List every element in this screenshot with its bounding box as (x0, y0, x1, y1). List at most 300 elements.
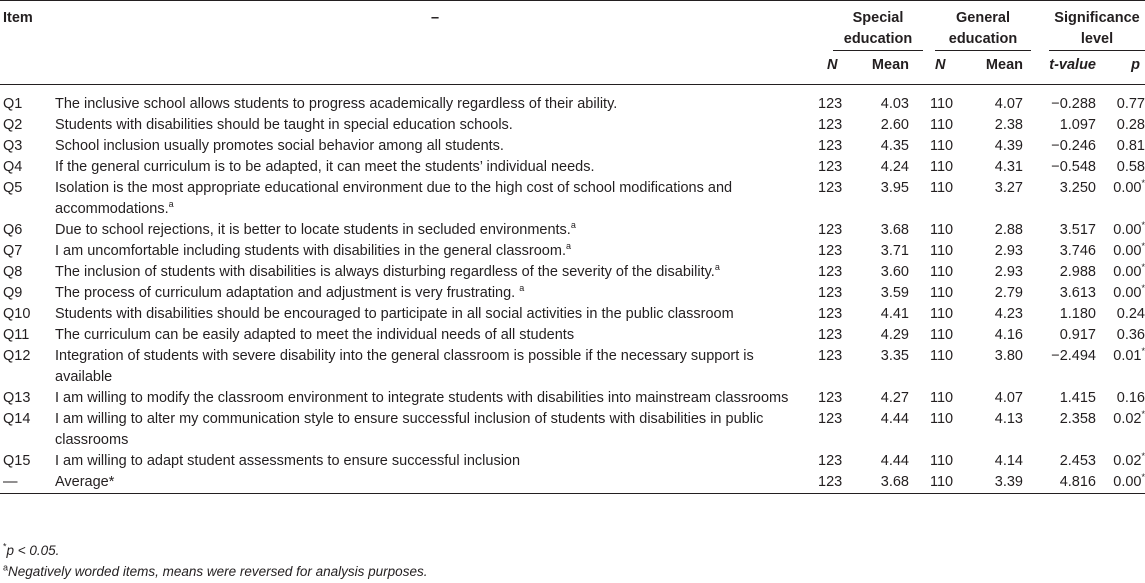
row-text (55, 85, 815, 116)
row-p-value (1102, 220, 1145, 241)
table-row (0, 451, 1145, 472)
row-general-mean-text: 2.93 (994, 243, 1023, 259)
row-special-mean (845, 304, 927, 325)
row-t-value-text: 3.746 (1059, 243, 1096, 259)
row-p-value-text: 0.00 (1113, 180, 1142, 196)
row-significance-marker: * (1141, 451, 1145, 462)
row-id-text: Q7 (3, 243, 23, 259)
note-significance (3, 540, 427, 561)
row-general-n (927, 472, 957, 494)
row-p-value (1102, 136, 1145, 157)
row-special-n-text: 123 (818, 474, 843, 490)
row-general-n (927, 304, 957, 325)
row-special-mean (845, 325, 927, 346)
row-special-n (815, 472, 845, 494)
row-p-value-text: 0.28 (1116, 117, 1145, 133)
row-text-text: I am uncomfortable including students with disabilities in the general classroom. (55, 243, 566, 259)
row-special-mean-text: 4.27 (880, 390, 909, 406)
row-text (55, 325, 815, 346)
row-special-n (815, 283, 845, 304)
table-row (0, 409, 1145, 451)
row-id-text: Q2 (3, 117, 23, 133)
row-general-mean-text: 4.13 (994, 411, 1023, 427)
row-p-value (1102, 409, 1145, 451)
row-general-n-text: 110 (930, 390, 954, 406)
row-id-text: Q11 (3, 327, 30, 343)
row-id (0, 157, 55, 178)
row-general-n-text: 110 (930, 411, 954, 427)
row-id (0, 451, 55, 472)
row-significance-marker: * (1141, 346, 1145, 357)
table-body (0, 85, 1145, 494)
row-id (0, 346, 55, 388)
row-text-text: Average* (55, 474, 115, 490)
row-special-mean (845, 178, 927, 220)
row-t-value-text: 1.415 (1059, 390, 1096, 406)
row-p-value-text: 0.81 (1116, 138, 1145, 154)
row-text-text: Students with disabilities should be taught in special education schools. (55, 117, 513, 133)
row-general-n-text: 110 (930, 453, 954, 469)
row-general-n-text: 110 (930, 159, 954, 175)
row-t-value (1035, 178, 1102, 220)
row-id (0, 220, 55, 241)
row-text (55, 346, 815, 388)
row-special-mean (845, 220, 927, 241)
row-id-text: Q8 (3, 264, 23, 280)
row-text-text: If the general curriculum is to be adapted, it can meet the students’ individual needs. (55, 159, 595, 175)
header-special-label: Special education (833, 8, 923, 51)
row-text (55, 157, 815, 178)
header-row-2 (0, 51, 1145, 85)
row-id-text: Q3 (3, 138, 23, 154)
row-special-mean-text: 3.71 (880, 243, 909, 259)
row-id-text: Q13 (3, 390, 31, 406)
row-general-mean-text: 4.16 (994, 327, 1023, 343)
row-t-value-text: −0.548 (1051, 159, 1096, 175)
row-special-n-text: 123 (818, 348, 843, 364)
header-special-mean: Mean (871, 57, 909, 73)
table-row (0, 85, 1145, 116)
row-text-text: I am willing to modify the classroom environment to integrate students with disabilities into mainstream classrooms (55, 390, 789, 406)
row-p-value-text: 0.02 (1113, 411, 1142, 427)
row-general-n (927, 451, 957, 472)
row-text-text: I am willing to adapt student assessments to ensure successful inclusion (55, 453, 521, 469)
row-special-mean (845, 346, 927, 388)
row-t-value-text: 3.250 (1059, 180, 1096, 196)
row-special-n (815, 346, 845, 388)
row-general-mean (957, 325, 1035, 346)
header-general-label: General education (935, 8, 1031, 51)
row-id (0, 178, 55, 220)
row-general-n-text: 110 (930, 285, 954, 301)
row-text (55, 388, 815, 409)
row-special-n (815, 409, 845, 451)
row-id (0, 409, 55, 451)
row-t-value (1035, 346, 1102, 388)
row-special-n-text: 123 (818, 411, 843, 427)
row-general-mean (957, 388, 1035, 409)
row-id (0, 388, 55, 409)
row-t-value-text: 1.180 (1059, 306, 1096, 322)
row-id-text: Q5 (3, 180, 23, 196)
row-special-mean (845, 472, 927, 494)
table-row (0, 346, 1145, 388)
row-id-text: — (3, 474, 18, 490)
row-p-value-text: 0.00 (1113, 222, 1142, 238)
row-general-mean-text: 2.93 (994, 264, 1023, 280)
row-special-mean-text: 4.24 (880, 159, 909, 175)
row-footnote-marker: a (168, 199, 174, 210)
row-general-n-text: 110 (930, 117, 954, 133)
table-row (0, 325, 1145, 346)
row-general-n-text: 110 (930, 348, 954, 364)
row-id (0, 262, 55, 283)
header-general-n: N (935, 57, 946, 73)
row-t-value (1035, 409, 1102, 451)
row-footnote-marker: a (519, 283, 525, 294)
row-general-n-text: 110 (930, 180, 954, 196)
row-general-mean-text: 3.27 (994, 180, 1023, 196)
header-special-n: N (827, 57, 838, 73)
row-significance-marker: * (1141, 283, 1145, 294)
header-item: Item (0, 1, 55, 52)
row-special-n (815, 157, 845, 178)
row-text (55, 241, 815, 262)
row-general-mean (957, 283, 1035, 304)
row-text (55, 220, 815, 241)
row-p-value (1102, 346, 1145, 388)
row-p-value (1102, 241, 1145, 262)
row-special-n (815, 85, 845, 116)
row-special-n (815, 241, 845, 262)
row-general-mean (957, 115, 1035, 136)
row-id (0, 115, 55, 136)
row-special-n-text: 123 (818, 222, 843, 238)
row-special-n (815, 262, 845, 283)
row-special-mean-text: 3.59 (880, 285, 909, 301)
row-special-mean-text: 4.29 (880, 327, 909, 343)
row-text-text: Isolation is the most appropriate educational environment due to the high cost of school modifications and accommodations. (55, 180, 733, 217)
row-special-mean-text: 2.60 (880, 117, 909, 133)
row-p-value (1102, 85, 1145, 116)
header-p: p (1131, 57, 1140, 73)
row-special-mean-text: 3.60 (880, 264, 909, 280)
row-id-text: Q14 (3, 411, 31, 427)
row-special-n-text: 123 (818, 327, 843, 343)
table-notes (3, 540, 427, 582)
row-general-mean (957, 346, 1035, 388)
row-footnote-marker: a (714, 262, 720, 273)
row-t-value-text: 1.097 (1059, 117, 1096, 133)
row-general-mean (957, 262, 1035, 283)
row-special-mean-text: 4.35 (880, 138, 909, 154)
row-text (55, 472, 815, 494)
row-general-n (927, 409, 957, 451)
row-t-value-text: 3.613 (1059, 285, 1096, 301)
row-general-mean (957, 220, 1035, 241)
row-id (0, 85, 55, 116)
table-row (0, 178, 1145, 220)
row-special-n-text: 123 (818, 264, 843, 280)
row-special-n (815, 304, 845, 325)
row-p-value-text: 0.77 (1116, 96, 1145, 112)
row-text (55, 178, 815, 220)
row-p-value-text: 0.24 (1116, 306, 1145, 322)
row-general-n-text: 110 (930, 327, 954, 343)
row-t-value-text: 2.453 (1059, 453, 1096, 469)
row-t-value-text: 4.816 (1059, 474, 1096, 490)
row-special-mean-text: 4.41 (880, 306, 909, 322)
row-text-text: School inclusion usually promotes social behavior among all students. (55, 138, 504, 154)
row-general-mean (957, 157, 1035, 178)
row-footnote-marker: a (565, 241, 571, 252)
row-id-text: Q1 (3, 96, 23, 112)
row-special-mean-text: 4.44 (880, 411, 909, 427)
row-significance-marker: * (1141, 178, 1145, 189)
row-special-n (815, 388, 845, 409)
header-row-1 (0, 1, 1145, 52)
row-general-mean-text: 4.31 (994, 159, 1023, 175)
row-special-n-text: 123 (818, 453, 843, 469)
row-t-value (1035, 85, 1102, 116)
row-p-value (1102, 388, 1145, 409)
row-general-n (927, 262, 957, 283)
row-special-n-text: 123 (818, 138, 843, 154)
row-general-n-text: 110 (930, 243, 954, 259)
row-t-value (1035, 241, 1102, 262)
row-p-value (1102, 451, 1145, 472)
row-id (0, 136, 55, 157)
row-general-n (927, 136, 957, 157)
row-special-n-text: 123 (818, 285, 843, 301)
table-row (0, 472, 1145, 494)
row-special-n (815, 451, 845, 472)
table-row (0, 283, 1145, 304)
row-general-n-text: 110 (930, 306, 954, 322)
row-text (55, 136, 815, 157)
row-special-n-text: 123 (818, 306, 843, 322)
header-general-mean: Mean (985, 57, 1023, 73)
row-general-mean-text: 2.38 (994, 117, 1023, 133)
row-text (55, 262, 815, 283)
row-significance-marker: * (1141, 241, 1145, 252)
row-general-mean-text: 3.39 (994, 474, 1023, 490)
row-p-value-text: 0.36 (1116, 327, 1145, 343)
row-special-mean (845, 388, 927, 409)
row-special-n-text: 123 (818, 243, 843, 259)
row-p-value (1102, 283, 1145, 304)
header-t-value (1035, 51, 1102, 85)
row-general-n (927, 85, 957, 116)
row-t-value (1035, 472, 1102, 494)
row-general-n (927, 325, 957, 346)
header-significance-level (1035, 1, 1145, 52)
row-special-mean (845, 136, 927, 157)
row-p-value-text: 0.00 (1113, 264, 1142, 280)
row-text-text: I am willing to alter my communication style to ensure successful inclusion of students with disabilities in public classrooms (55, 411, 764, 448)
header-significance-label: Significance level (1049, 8, 1145, 51)
row-id (0, 325, 55, 346)
row-p-value (1102, 157, 1145, 178)
row-general-mean (957, 304, 1035, 325)
row-t-value (1035, 220, 1102, 241)
note-negative-items (3, 561, 427, 582)
row-id-text: Q12 (3, 348, 31, 364)
row-general-mean-text: 4.14 (994, 453, 1023, 469)
row-special-n-text: 123 (818, 159, 843, 175)
row-p-value-text: 0.00 (1113, 474, 1142, 490)
header-t-value-label: t-value (1049, 57, 1096, 73)
row-special-mean (845, 157, 927, 178)
row-t-value-text: 2.358 (1059, 411, 1096, 427)
row-t-value-text: −0.246 (1051, 138, 1096, 154)
row-t-value (1035, 304, 1102, 325)
table-row (0, 136, 1145, 157)
row-special-n-text: 123 (818, 390, 843, 406)
row-significance-marker: * (1141, 220, 1145, 231)
row-general-mean-text: 4.39 (994, 138, 1023, 154)
row-significance-marker: * (1141, 472, 1145, 483)
row-special-mean (845, 85, 927, 116)
row-id-text: Q9 (3, 285, 23, 301)
row-general-mean-text: 2.88 (994, 222, 1023, 238)
row-general-n (927, 388, 957, 409)
note-significance-text: p < 0.05. (6, 543, 60, 558)
row-special-mean (845, 241, 927, 262)
row-p-value-text: 0.00 (1113, 243, 1142, 259)
row-footnote-marker: a (570, 220, 576, 231)
row-t-value (1035, 115, 1102, 136)
row-id-text: Q15 (3, 453, 31, 469)
row-t-value-text: −0.288 (1051, 96, 1096, 112)
row-t-value (1035, 136, 1102, 157)
row-general-mean-text: 4.07 (994, 96, 1023, 112)
row-general-n-text: 110 (930, 138, 954, 154)
row-p-value (1102, 178, 1145, 220)
row-p-value-text: 0.16 (1116, 390, 1145, 406)
row-t-value-text: 0.917 (1059, 327, 1096, 343)
row-t-value (1035, 157, 1102, 178)
row-general-mean-text: 4.23 (994, 306, 1023, 322)
row-id (0, 472, 55, 494)
row-significance-marker: * (1141, 409, 1145, 420)
row-special-n (815, 220, 845, 241)
table-row (0, 220, 1145, 241)
row-id (0, 304, 55, 325)
row-text-text: The inclusion of students with disabilities is always disturbing regardless of the severity of the disability. (55, 264, 715, 280)
row-id-text: Q4 (3, 159, 23, 175)
table-row (0, 241, 1145, 262)
row-general-n-text: 110 (930, 474, 954, 490)
row-id (0, 283, 55, 304)
row-general-n-text: 110 (930, 96, 954, 112)
row-t-value-text: 3.517 (1059, 222, 1096, 238)
row-special-mean (845, 409, 927, 451)
row-special-n (815, 136, 845, 157)
note-negative-marker: a (3, 562, 9, 573)
row-general-n (927, 178, 957, 220)
row-t-value-text: −2.494 (1051, 348, 1096, 364)
row-special-n-text: 123 (818, 180, 843, 196)
row-text-text: The process of curriculum adaptation and adjustment is very frustrating. (55, 285, 520, 301)
row-special-mean-text: 3.95 (880, 180, 909, 196)
row-general-n (927, 241, 957, 262)
row-t-value (1035, 325, 1102, 346)
row-general-mean-text: 3.80 (994, 348, 1023, 364)
row-special-n (815, 325, 845, 346)
row-t-value (1035, 262, 1102, 283)
row-p-value-text: 0.02 (1113, 453, 1142, 469)
row-significance-marker: * (1141, 262, 1145, 273)
note-negative-text: Negatively worded items, means were reversed for analysis purposes. (8, 564, 428, 579)
table-row (0, 262, 1145, 283)
row-general-n (927, 220, 957, 241)
row-text (55, 451, 815, 472)
row-t-value (1035, 451, 1102, 472)
note-significance-marker: * (3, 541, 7, 552)
row-special-mean (845, 115, 927, 136)
row-text (55, 304, 815, 325)
table-row (0, 388, 1145, 409)
row-general-mean (957, 178, 1035, 220)
row-p-value-text: 0.58 (1116, 159, 1145, 175)
row-p-value (1102, 115, 1145, 136)
row-special-mean-text: 4.44 (880, 453, 909, 469)
row-general-mean-text: 4.07 (994, 390, 1023, 406)
row-special-mean-text: 3.68 (880, 474, 909, 490)
row-t-value (1035, 283, 1102, 304)
header-description: – (55, 1, 815, 52)
row-special-mean-text: 3.35 (880, 348, 909, 364)
table-row (0, 304, 1145, 325)
row-p-value (1102, 304, 1145, 325)
row-text-text: The curriculum can be easily adapted to meet the individual needs of all students (55, 327, 575, 343)
row-general-n-text: 110 (930, 264, 954, 280)
row-special-n-text: 123 (818, 117, 843, 133)
table-row (0, 157, 1145, 178)
row-t-value-text: 2.988 (1059, 264, 1096, 280)
header-general-education (927, 1, 1035, 52)
row-general-n (927, 283, 957, 304)
row-p-value-text: 0.01 (1113, 348, 1142, 364)
row-general-mean (957, 85, 1035, 116)
row-general-mean (957, 472, 1035, 494)
row-special-mean (845, 262, 927, 283)
row-text (55, 115, 815, 136)
row-id-text: Q6 (3, 222, 23, 238)
row-p-value-text: 0.00 (1113, 285, 1142, 301)
row-text-text: Integration of students with severe disability into the general classroom is possible if the necessary support is available (55, 348, 754, 385)
row-p-value (1102, 262, 1145, 283)
row-general-n (927, 157, 957, 178)
row-text (55, 409, 815, 451)
header-special-education (815, 1, 927, 52)
row-text-text: Students with disabilities should be encouraged to participate in all social activities in the public classroom (55, 306, 734, 322)
row-t-value (1035, 388, 1102, 409)
row-special-mean (845, 451, 927, 472)
row-general-mean-text: 2.79 (994, 285, 1023, 301)
row-text-text: Due to school rejections, it is better to locate students in secluded environments. (55, 222, 571, 238)
row-p-value (1102, 325, 1145, 346)
row-special-mean (845, 283, 927, 304)
row-general-n (927, 115, 957, 136)
row-general-mean (957, 241, 1035, 262)
row-general-n-text: 110 (930, 222, 954, 238)
row-id (0, 241, 55, 262)
row-general-mean (957, 136, 1035, 157)
row-special-mean-text: 4.03 (880, 96, 909, 112)
row-p-value (1102, 472, 1145, 494)
